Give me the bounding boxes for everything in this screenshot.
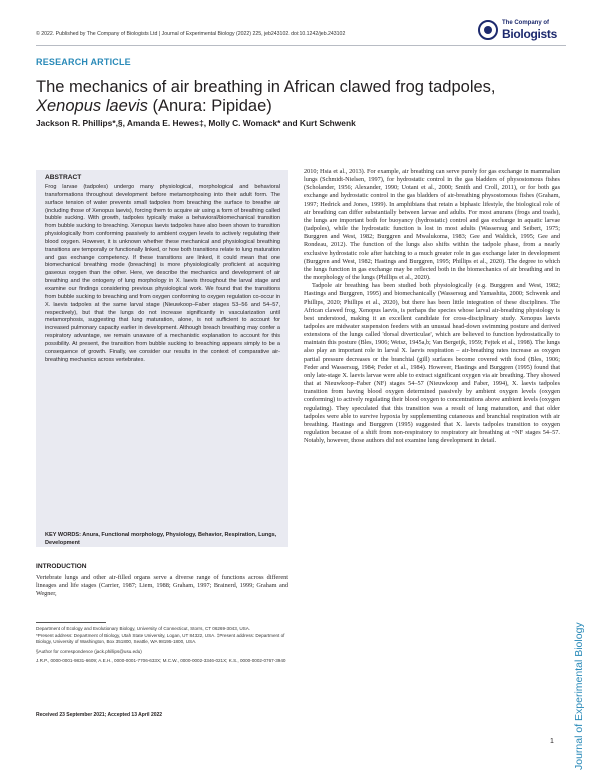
- abstract-heading: ABSTRACT: [45, 174, 82, 181]
- keywords: [45, 532, 280, 547]
- keywords-label: KEY WORDS:: [45, 532, 81, 538]
- title-species: Xenopus laevis: [36, 97, 148, 115]
- introduction-heading: INTRODUCTION: [36, 563, 87, 570]
- article-title: [36, 78, 566, 116]
- logo-text-small: The Company of: [502, 20, 550, 26]
- side-label-text: Journal of Experimental Biology: [573, 622, 585, 770]
- orcid-ids: J.R.P., 0000-0001-9831-6609; A.E.H., 0000-0001-7706-633X; M.C.W., 0000-0002-3346-021X; K.S., 0000-0002-0767-3940: [36, 658, 286, 664]
- introduction-text: Vertebrate lungs and other air-filled organs serve a diverse range of functions across different lineages and life stages (Carrier, 1987; Liem, 1988; Graham, 1997; Brainerd, 1999; Graham and Wegner,: [36, 574, 288, 598]
- body-paragraph-2: Tadpole air breathing has been studied both physiologically (e.g. Burggren and West, 1982; Hastings and Burggren, 1995) and biomechanically (Wassersug and Yamashita, 2000; Schwenk and Phillips, 2020; Phillips et al., 2020), but there has been little integration of these disciplines. The African clawed frog, Xenopus laevis, is perhaps the species whose larval air-breathing physiology is best understood, making it an excellent candidate for cross-disciplinary study. Xenopus laevis tadpoles are midwater suspension feeders with an unusual head-down swimming posture and derived extensions of the lungs called 'dorsal diverticulae', which are believed to function hydrostatically to maintain this posture (Bles, 1906; Weisz, 1945a,b; Van Bergeijk, 1959; Fejtek et al., 1998). The lungs also play an important role in larval X. laevis respiration – air-breathing rates increase as oxygen partial pressure decreases or the branchial (gill) surfaces become covered with food (Bles, 1906; Feder and Wassersug, 1984; Feder et al., 1984). However, Hastings and Burggren (1995) found that only late-stage X. laevis larvae were able to extract significant oxygen via air breathing. They showed that at Nieuwkoop–Faber (NF) stages 54–57 (Nieuwkoop and Faber, 1994), X. laevis tadpoles transition from having blood oxygen determined passively by ambient oxygen levels (oxygen conforming) to actively regulating their blood oxygen to concentrations above ambient levels (oxygen regulating). They speculated that this transition was a result of lung maturation, and that older tadpoles were able to survive hypoxia by supplementing cutaneous and branchial respiration with air breathing. Hastings and Burggren (1995) suggested that X. laevis tadpoles transition to oxygen regulation because of a shift from non-respiratory to respiratory air breathing at ~NF stages 54–57. Notably, however, those authors did not examine lung development in detail.: [304, 282, 560, 445]
- logo-text-big: Biologists: [502, 27, 558, 41]
- footnotes: [36, 626, 288, 665]
- journal-side-label: [571, 400, 587, 770]
- body-paragraph-1: 2010; Hsia et al., 2013). For example, air breathing can serve purely for gas exchange in mammalian lungs (Schmidt-Nielsen, 1997), for hydrostatic control in the gas bladders of physostomous fishes (Scholander, 1956; Alexander, 1990; Uotani et al., 2000; Smith and Croll, 2011), or for both gas exchange and hydrostatic control in the gas bladders of air-breathing physostomous fishes (Graham, 1997; Hedrick and Jones, 1999). In amphibians that retain a biphasic lifestyle, the biological role of air breathing can differ substantially between larvae and adults. For most anurans (frogs and toads), the lungs are important both for buoyancy (hydrostatic) control and gas exchange in aquatic larvae (tadpoles), while the hydrostatic function is lost in most adults (Wassersug and Seibert, 1975; Burggren and West, 1982; Burggren and Mwalukoma, 1983; Gee and Waldick, 1995; Gee and Rondeau, 2012). The function of the lungs also shifts within the tadpole phase, from a nearly exclusive hydrostatic role after hatching to a much greater role in gas exchange later in development (Burggren and West, 1982; Hastings and Burggren, 1995; Phillips et al., 2020). The degree to which the lungs function in gas exchange may be reflected both in the biomechanics of air breathing and in the morphology of the lungs (Phillips et al., 2020).: [304, 168, 560, 282]
- logo-emblem-icon: [478, 20, 498, 40]
- title-rest: (Anura: Pipidae): [147, 97, 272, 115]
- keywords-list: Anura, Functional morphology, Physiology, Behavior, Respiration, Lungs, Development: [45, 532, 277, 546]
- company-of-biologists-logo: [478, 18, 558, 46]
- correspondence: §Author for correspondence (jack.phillips@usu.edu): [36, 648, 142, 654]
- affiliation-present: *Present address: Department of Biology, Utah State University, Logan, UT 84322, USA. ‡Present address: Department of Biology, University of Washington, Box 351800, Seattle, WA 98195-1800, USA.: [36, 632, 285, 645]
- header-divider: [36, 45, 566, 46]
- footnote-divider: [36, 622, 106, 623]
- page-number: 1: [550, 738, 554, 745]
- journal-citation-header: © 2022. Published by The Company of Biologists Ltd | Journal of Experimental Biology (2022) 225, jeb243102. doi:10.1242/jeb.243102: [36, 31, 346, 37]
- author-list: Jackson R. Phillips*,§, Amanda E. Hewes‡, Molly C. Womack* and Kurt Schwenk: [36, 118, 356, 128]
- received-dates: Received 23 September 2021; Accepted 13 April 2022: [36, 712, 163, 718]
- right-column-body: [304, 168, 560, 445]
- article-type-label: RESEARCH ARTICLE: [36, 57, 131, 67]
- abstract-text: Frog larvae (tadpoles) undergo many physiological, morphological and behavioral transformations throughout development before metamorphosing into their adult form. The surface tension of water prevents small tadpoles from breaching the surface to breathe air (including those of Xenopus laevis), forcing them to acquire air using a form of breathing called bubble sucking. With growth, tadpoles typically make a behavioral/biomechanical transition from bubble sucking to breaching. Xenopus laevis tadpoles have also been shown to transition physiologically from conforming passively to ambient oxygen levels to actively regulating their blood oxygen. However, it is unknown whether these mechanical and physiological breathing transitions are temporally or functionally linked, or how both transitions relate to lung maturation and gas exchange competency. If these transitions are linked, it could mean that one biomechanical breathing mode (breaching) is more physiologically proficient at acquiring gaseous oxygen than the other. Here, we describe the mechanics and development of air breathing and the ontogeny of lung morphology in X. laevis throughout the larval stage and examine our findings considering previous physiological work. We found that the transitions from bubble sucking to breaching and from oxygen conforming to oxygen regulation co-occur in X. laevis tadpoles at the same larval stage (Nieuwkoop–Faber stages 53–56 and 54–57, respectively), but that the lungs do not increase significantly in vascularization until metamorphosis, suggesting that lung maturation, alone, is not sufficient to account for increased pulmonary capacity earlier in development. Although breach breathing may confer a respiratory advantage, we remain unaware of a mechanistic explanation to account for this possibility. At present, the transition from bubble sucking to breaching appears simply to be a consequence of growth. Finally, we consider our results in the context of comparative air-breathing mechanics across vertebrates.: [45, 184, 280, 363]
- title-line-1: The mechanics of air breathing in African clawed frog tadpoles,: [36, 78, 496, 96]
- affiliation-1: Department of Ecology and Evolutionary Biology, University of Connecticut, Storrs, CT 06269-3043, USA.: [36, 626, 251, 631]
